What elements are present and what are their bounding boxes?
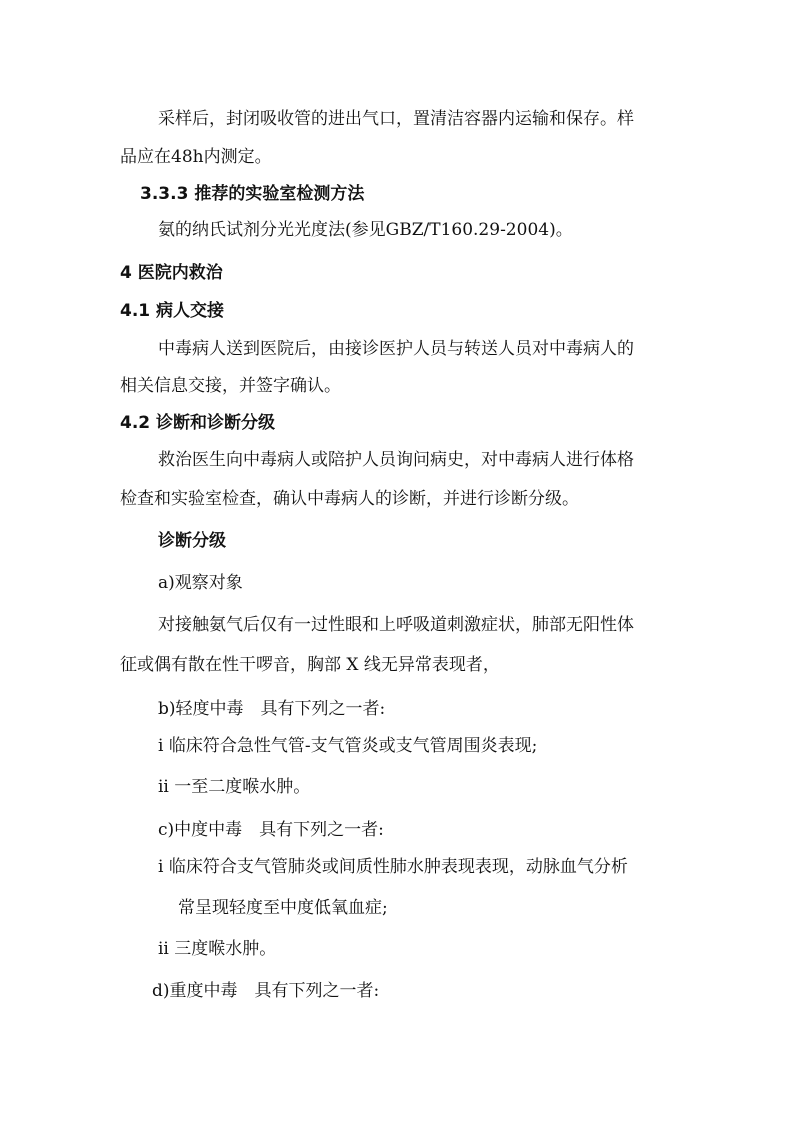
heading-3-3-3: 3.3.3 推荐的实验室检测方法 bbox=[140, 184, 365, 204]
heading-grading: 诊断分级 bbox=[158, 531, 226, 551]
heading-4: 4 医院内救治 bbox=[120, 263, 223, 283]
paragraph-handover-line1: 中毒病人送到医院后，由接诊医护人员与转送人员对中毒病人的 bbox=[158, 339, 634, 359]
grade-a-label: a)观察对象 bbox=[158, 573, 243, 593]
paragraph-sampling-line1: 采样后，封闭吸收管的进出气口，置清洁容器内运输和保存。样 bbox=[158, 109, 634, 129]
grade-c-item-i-line2: 常呈现轻度至中度低氧血症; bbox=[178, 898, 388, 918]
grade-a-line2: 征或偶有散在性干啰音，胸部 X 线无异常表现者， bbox=[120, 655, 500, 675]
heading-4-2: 4.2 诊断和诊断分级 bbox=[120, 413, 276, 433]
paragraph-diagnosis-line2: 检查和实验室检查，确认中毒病人的诊断，并进行诊断分级。 bbox=[120, 489, 579, 509]
grade-c-item-ii: ii 三度喉水肿。 bbox=[158, 939, 277, 959]
heading-4-1: 4.1 病人交接 bbox=[120, 301, 225, 321]
grade-d-label: d)重度中毒 具有下列之一者: bbox=[152, 981, 380, 1001]
paragraph-handover-line2: 相关信息交接，并签字确认。 bbox=[120, 376, 341, 396]
grade-c-item-i-line1: i 临床符合支气管肺炎或间质性肺水肿表现表现，动脉血气分析 bbox=[158, 857, 628, 877]
paragraph-method: 氨的纳氏试剂分光光度法(参见GBZ/T160.29-2004)。 bbox=[158, 220, 573, 240]
grade-b-label: b)轻度中毒 具有下列之一者: bbox=[158, 699, 386, 719]
grade-b-item-ii: ii 一至二度喉水肿。 bbox=[158, 777, 311, 797]
grade-c-label: c)中度中毒 具有下列之一者: bbox=[158, 820, 384, 840]
grade-b-item-i: i 临床符合急性气管-支气管炎或支气管周围炎表现; bbox=[158, 736, 538, 756]
paragraph-diagnosis-line1: 救治医生向中毒病人或陪护人员询问病史，对中毒病人进行体格 bbox=[158, 450, 634, 470]
paragraph-sampling-line2: 品应在48h内测定。 bbox=[120, 147, 272, 167]
grade-a-line1: 对接触氨气后仅有一过性眼和上呼吸道刺激症状，肺部无阳性体 bbox=[158, 615, 634, 635]
